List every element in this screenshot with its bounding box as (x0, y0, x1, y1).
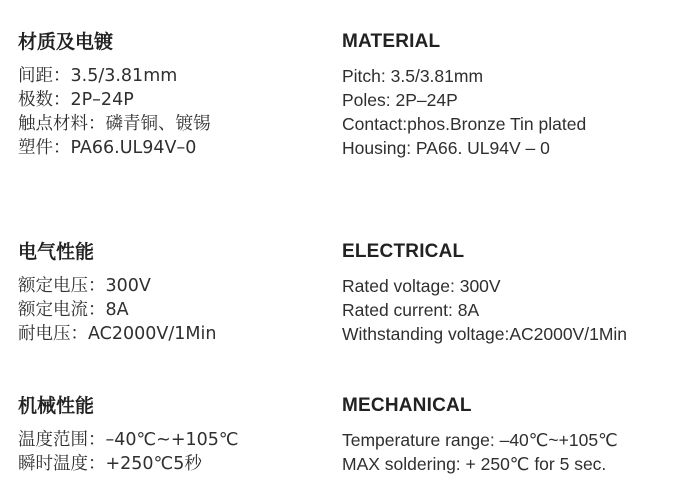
en-mechanical-soldering: MAX soldering: + 250℃ for 5 sec. (342, 454, 607, 474)
cn-mechanical-list (18, 428, 318, 476)
en-electrical-section (342, 240, 692, 346)
cn-electrical-current: 额定电流：8A (18, 300, 129, 320)
en-electrical-current: Rated current: 8A (342, 300, 480, 320)
cn-electrical-heading: 电气性能 (18, 241, 95, 263)
cn-mechanical-heading: 机械性能 (18, 395, 95, 417)
cn-mechanical-section (18, 394, 318, 476)
en-material-pitch: Pitch: 3.5/3.81mm (342, 66, 484, 86)
cn-electrical-list (18, 274, 318, 346)
en-mechanical-section (342, 394, 692, 476)
en-electrical-list (342, 274, 692, 346)
en-material-heading: MATERIAL (342, 31, 441, 52)
cn-electrical-voltage: 额定电压：300V (18, 276, 151, 296)
en-mechanical-list (342, 428, 692, 476)
cn-material-heading: 材质及电镀 (18, 31, 114, 53)
en-electrical-voltage: Rated voltage: 300V (342, 276, 501, 296)
en-mechanical-heading: MECHANICAL (342, 395, 472, 416)
en-material-contact: Contact:phos.Bronze Tin plated (342, 114, 587, 134)
cn-material-section (18, 30, 318, 160)
cn-mechanical-soldering: 瞬时温度：+250℃5秒 (18, 454, 202, 474)
cn-material-pitch: 间距：3.5/3.81mm (18, 66, 178, 86)
cn-mechanical-temperature: 温度范围：–40℃~+105℃ (18, 430, 239, 450)
cn-electrical-section (18, 240, 318, 346)
en-material-section (342, 30, 692, 160)
cn-electrical-withstanding: 耐电压：AC2000V/1Min (18, 324, 217, 344)
en-electrical-withstanding: Withstanding voltage:AC2000V/1Min (342, 324, 628, 344)
en-material-list (342, 64, 692, 160)
cn-material-poles: 极数：2P–24P (18, 90, 134, 110)
en-mechanical-temperature: Temperature range: –40℃~+105℃ (342, 430, 618, 450)
en-material-housing: Housing: PA66. UL94V – 0 (342, 138, 550, 158)
cn-material-list (18, 64, 318, 160)
en-electrical-heading: ELECTRICAL (342, 241, 465, 262)
cn-material-contact: 触点材料：磷青铜、镀锡 (18, 114, 211, 134)
en-material-poles: Poles: 2P–24P (342, 90, 458, 110)
cn-material-housing: 塑件：PA66.UL94V–0 (18, 138, 197, 158)
